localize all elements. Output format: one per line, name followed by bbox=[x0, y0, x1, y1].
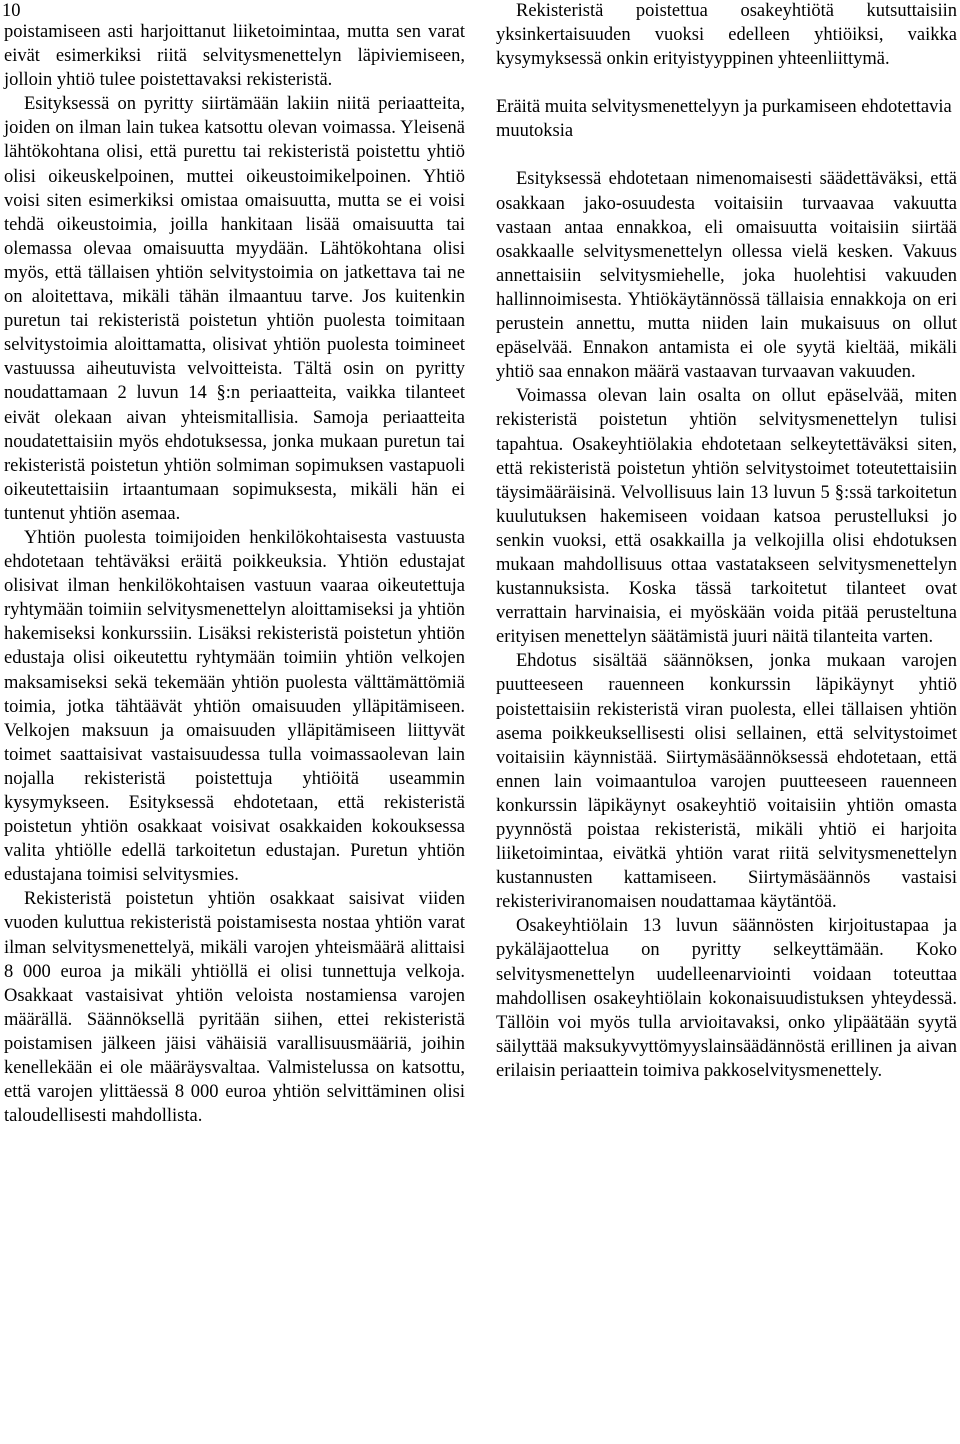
left-paragraph-3: Yhtiön puolesta toimijoiden henkilökohtaisesta vastuusta ehdotetaan tehtäväksi eräitä poikkeuksia. Yhtiön edustajat olisivat ilman henkilökohtaisen vastuun vaaraa oikeutettuja ryhtymään toimiin selvitysmenettelyn aloittamiseksi ja yhtiön hakemiseksi konkurssiin. Lisäksi rekisteristä poistetun yhtiön edustaja olisi oikeutettu ryhtymään toimiin yhtiön velkojen maksamiseksi sekä tekemään yhtiön puolesta välttämättömiä toimia, jotka tähtäävät yhtiön omaisuuden ylläpitämiseen. Velkojen maksuun ja omaisuuden ylläpitämiseen liittyvät toimet saattaisivat vastaisuudessa tulla voimassaolevan lain nojalla rekisteristä poistettuja yhtiöitä useammin kysymykseen. Esityksessä ehdotetaan, että rekisteristä poistetun yhtiön osakkaat voisivat osakkaiden kokouksessa valita yhtiölle edellä tarkoitetun edustajan. Puretun yhtiön edustajana toimisi selvitysmies. bbox=[4, 527, 465, 886]
left-paragraph-1: poistamiseen asti harjoittanut liiketoimintaa, mutta sen varat eivät esimerkiksi riitä selvitysmenettelyn läpiviemiseen, jolloin yhtiö tulee poistettavaksi rekisteristä. bbox=[4, 22, 465, 91]
right-column bbox=[496, 0, 957, 1083]
right-paragraph-4: Ehdotus sisältää säännöksen, jonka mukaan varojen puutteeseen rauenneen konkurssin läpikäynyt yhtiö poistettaisiin rekisteristä viran puolesta, ellei tällaisen yhtiön asema poikkeuksellisesti olisi sellainen, että selvitystoimet voitaisiin käynnistää. Siirtymäsäännöksessä ehdotetaan, että ennen lain voimaantuloa varojen puutteeseen rauenneen konkurssin läpikäynyt osakeyhtiö voitaisiin yhtiön omasta pyynnöstä poistaa rekisteristä, mikäli yhtiö ei harjoita liiketoimintaa, eivätkä yhtiön varat riitä selvitysmenettelyn kustannusten kattamiseen. Siirtymäsäännös vastaisi rekisteriviranomaisen noudattamaa käytäntöä. bbox=[496, 651, 957, 913]
section-spacer bbox=[496, 71, 957, 95]
right-paragraph-3: Voimassa olevan lain osalta on ollut epäselvää, miten rekisteristä poistetun yhtiön selvitysmenettelyn tulisi tapahtua. Osakeyhtiölakia ehdotetaan selkeytettäväksi siten, että rekisteristä poistetun yhtiön selvitystoimet toteutettaisiin täysimääräisinä. Velvollisuus lain 13 luvun 5 §:ssä tarkoitetun kuulutuksen hakemiseen voidaan katsoa perustelluksi jo senkin vuoksi, että osakkailla ja velkojilla olisi ehdotuksen mukaan mahdollisuus ottaa vastatakseen selvitysmenettelyn kustannuksista. Koska tässä tarkoitetut tilanteet ovat verrattain harvinaisia, ei myöskään voida pitää perusteltuna erityisen menettelyn säätämistä juuri näitä tilanteita varten. bbox=[496, 386, 957, 648]
section-heading: Eräitä muita selvitysmenettelyyn ja purkamiseen ehdotettavia muutoksia bbox=[496, 97, 952, 142]
right-paragraph-1: Rekisteristä poistettua osakeyhtiötä kutsuttaisiin yksinkertaisuuden vuoksi edelleen yhtiöiksi, vaikka kysymyksessä onkin erityistyyppinen yhteenliittymä. bbox=[496, 1, 957, 70]
section-spacer bbox=[496, 143, 957, 167]
right-paragraph-2: Esityksessä ehdotetaan nimenomaisesti säädettäväksi, että osakkaan jako-osuudesta voitaisiin turvaavaa vakuutta vastaan antaa ennakkoa, eli omaisuutta voitaisiin siirtää osakkaalle selvitysmenettelyn ollessa vielä kesken. Vakuus annettaisiin selvitysmiehelle, joka huolehtisi vakuuden hallinnoimisesta. Yhtiökäytännössä tällaisia ennakkoja on eri perustein annettu, mutta niiden lain mukaisuus on ollut epäselvää. Ennakon antamista ei ole syytä kieltää, mikäli yhtiö saa ennakon määrä vastaavan turvaavan vakuuden. bbox=[496, 169, 957, 383]
page-number: 10 bbox=[2, 1, 21, 21]
left-paragraph-2: Esityksessä on pyritty siirtämään lakiin niitä periaatteita, joiden on ilman lain tukea katsottu olevan voimassa. Yleisenä lähtökohtana olisi, että purettu tai rekisteristä poistettu yhtiö olisi oikeuskelpoinen, muttei oikeustoimikelpoinen. Yhtiö voisi siten esimerkiksi omistaa omaisuutta, mutta se ei voisi tehdä oikeustoimia, joilla hankitaan lisää omaisuutta tai olemassa olevaa omaisuutta myydään. Lähtökohtana olisi myös, että tällaisen yhtiön selvitystoimia on jatkettava tai ne on aloitettava, mikäli tähän ilmaantuu tarve. Jos kuitenkin puretun tai rekisteristä poistetun yhtiön puolesta toimitaan selvitystoimia aloittamatta, olisivat yhtiön puolesta toimineet vastuussa aiheutuvista velvoitteista. Tältä osin on pyritty noudattamaan 2 luvun 14 §:n periaatteita, vaikka tilanteet eivät olekaan aivan yhteismitallisia. Samoja periaatteita noudatettaisiin myös ehdotuksessa, jonka mukaan puretun tai rekisteristä poistetun yhtiön solmiman sopimuksen vastapuoli oikeutettaisiin irtaantumaan sopimuksesta, mikäli hän ei tuntenut yhtiön asemaa. bbox=[4, 94, 465, 524]
left-paragraph-4: Rekisteristä poistetun yhtiön osakkaat saisivat viiden vuoden kuluttua rekisteristä poistamisesta nostaa yhtiön varat ilman selvitysmenettelyä, mikäli varojen yhteismäärä alittaisi 8 000 euroa ja mikäli yhtiöllä ei olisi tunnettuja velkoja. Osakkaat vastaisivat yhtiön veloista nostamiensa varojen määrällä. Säännöksellä pyritään siihen, ettei rekisteristä poistamisen jälkeen jäisi vähäisiä varallisuusmääriä, joihin kenellekään ei ole määräysvaltaa. Valmistelussa on katsottu, että varojen ylittäessä 8 000 euroa yhtiön selvittäminen olisi taloudellisesti mahdollista. bbox=[4, 889, 465, 1127]
right-paragraph-5: Osakeyhtiölain 13 luvun säännösten kirjoitustapaa ja pykäläjaottelua on pyritty selkeyttämään. Koko selvitysmenettelyn uudelleenarviointi voidaan toteuttaa mahdollisen osakeyhtiölain kokonaisuudistuksen yhteydessä. Tällöin voi myös tulla arvioitavaksi, onko ylipäätään syytä säilyttää maksukyvyttömyyslainsäädännöstä erillinen ja aivan erilaisin periaattein toimiva pakkoselvitysmenettely. bbox=[496, 916, 957, 1081]
left-column bbox=[4, 20, 465, 1128]
